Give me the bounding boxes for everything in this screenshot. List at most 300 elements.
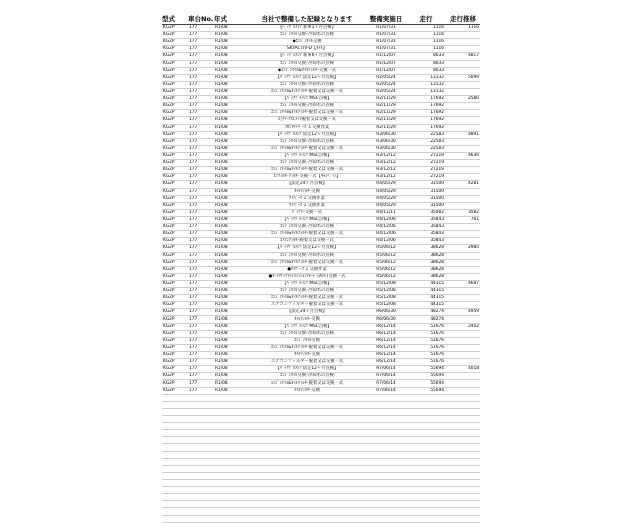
empty-cell	[162, 480, 188, 487]
cell-mileage: 51676	[406, 337, 446, 344]
cell-unit-no: 177	[188, 266, 214, 273]
cell-work-description: ﾜｲﾊﾟｰｺﾞﾑ 交換作業	[248, 195, 366, 202]
cell-mileage: 13132	[406, 74, 446, 81]
cell-mileage-trend: 4687	[446, 280, 480, 287]
empty-cell	[406, 401, 446, 408]
cell-service-date: R5/06/12	[366, 245, 406, 252]
cell-mileage-trend	[446, 238, 480, 245]
cell-mileage: 27219	[406, 174, 446, 181]
cell-model: KG2P	[162, 81, 188, 88]
cell-service-date: R2/11/29	[366, 117, 406, 124]
cell-model: KG2P	[162, 344, 188, 351]
cell-year: R1/08	[214, 323, 248, 330]
table-row	[162, 330, 480, 337]
table-row	[162, 25, 480, 32]
cell-service-date: R5/12/08	[366, 280, 406, 287]
cell-unit-no: 177	[188, 352, 214, 359]
cell-unit-no: 177	[188, 302, 214, 309]
cell-mileage: 31500	[406, 181, 446, 188]
cell-model: KG2P	[162, 39, 188, 46]
cell-year: R1/08	[214, 316, 248, 323]
cell-work-description: 【ﾊﾟｯｸﾃﾞﾙﾒﾝﾃ MSC点検】	[248, 323, 366, 330]
empty-cell	[214, 401, 248, 408]
empty-cell	[162, 401, 188, 408]
header-mileage-trend: 走行推移	[446, 13, 480, 25]
cell-service-date: R5/12/08	[366, 295, 406, 302]
cell-work-description: ｵｲﾙﾌｨﾙﾀｰ交換	[248, 387, 366, 394]
cell-year: R1/08	[214, 131, 248, 138]
cell-work-description: ﾜｲﾊﾟｰｺﾞﾑ 交換作業	[248, 202, 366, 209]
cell-model: KG2P	[162, 138, 188, 145]
table-row	[162, 160, 480, 167]
cell-mileage: 51676	[406, 323, 446, 330]
table-row	[162, 138, 480, 145]
table-row	[162, 131, 480, 138]
empty-cell	[188, 487, 214, 494]
table-row	[162, 202, 480, 209]
cell-unit-no: 177	[188, 366, 214, 373]
cell-mileage: 55694	[406, 387, 446, 394]
empty-cell	[446, 465, 480, 472]
cell-service-date: R3/12/12	[366, 174, 406, 181]
cell-year: R1/08	[214, 209, 248, 216]
table-row	[162, 231, 480, 238]
table-row	[162, 266, 480, 273]
cell-model: KG2P	[162, 124, 188, 131]
cell-unit-no: 177	[188, 202, 214, 209]
table-row	[162, 366, 480, 373]
cell-model: KG2P	[162, 316, 188, 323]
cell-mileage: 35843	[406, 231, 446, 238]
table-row	[162, 337, 480, 344]
cell-model: KG2P	[162, 366, 188, 373]
cell-year: R1/08	[214, 387, 248, 394]
empty-cell	[366, 494, 406, 501]
cell-work-description: ｴﾝｼﾞﾝｵｲﾙ&ｵｲﾙﾌｨﾙﾀｰ脱着又は交換一式	[248, 88, 366, 95]
empty-cell	[188, 508, 214, 515]
cell-model: KG2P	[162, 152, 188, 159]
table-row	[162, 373, 480, 380]
cell-mileage: 27219	[406, 160, 446, 167]
cell-service-date: R3/06/30	[366, 131, 406, 138]
cell-year: R1/08	[214, 174, 248, 181]
empty-cell	[248, 451, 366, 458]
cell-model: KG2P	[162, 110, 188, 117]
cell-year: R1/08	[214, 138, 248, 145]
cell-year: R1/08	[214, 352, 248, 359]
cell-year: R1/08	[214, 309, 248, 316]
cell-year: R1/08	[214, 366, 248, 373]
table-row	[162, 323, 480, 330]
cell-mileage-trend: 761	[446, 216, 480, 223]
empty-cell	[446, 401, 480, 408]
cell-unit-no: 177	[188, 96, 214, 103]
cell-mileage: 44315	[406, 280, 446, 287]
cell-unit-no: 177	[188, 316, 214, 323]
cell-unit-no: 177	[188, 110, 214, 117]
cell-work-description: 【ﾍﾞｯｸﾞﾙﾒﾝﾃ 新車1ヶ月点検】	[248, 25, 366, 32]
cell-work-description: 【ﾊﾟｯｸﾃﾞﾙﾒﾝﾃ 法定12ヶ月点検】	[248, 366, 366, 373]
empty-cell	[446, 451, 480, 458]
table-row	[162, 32, 480, 39]
cell-mileage-trend	[446, 188, 480, 195]
cell-work-description: ｴﾝｼﾞﾝｵｲﾙ交換･冷却水の点検	[248, 32, 366, 39]
empty-cell	[214, 508, 248, 515]
cell-year: R1/08	[214, 152, 248, 159]
cell-work-description: ●ｵｰﾄﾏﾁｯｸﾄﾗﾝｽﾐｯｼｮﾝﾌﾙｰﾄﾞ(ATF)交換一式	[248, 273, 366, 280]
cell-work-description: ｴﾝｼﾞﾝｵｲﾙ&ｵｲﾙﾌｨﾙﾀｰ脱着又は交換一式	[248, 380, 366, 387]
empty-row	[162, 444, 480, 451]
cell-service-date: R4/11/11	[366, 209, 406, 216]
cell-service-date: R2/11/29	[366, 124, 406, 131]
table-row	[162, 152, 480, 159]
table-row	[162, 74, 480, 81]
cell-mileage-trend: 3582	[446, 209, 480, 216]
cell-mileage-trend: 4959	[446, 309, 480, 316]
empty-cell	[248, 401, 366, 408]
cell-year: R1/08	[214, 252, 248, 259]
table-row	[162, 273, 480, 280]
empty-cell	[366, 394, 406, 401]
table-row	[162, 387, 480, 394]
cell-year: R1/08	[214, 32, 248, 39]
empty-cell	[162, 394, 188, 401]
empty-cell	[162, 430, 188, 437]
empty-cell	[446, 437, 480, 444]
cell-mileage-trend	[446, 103, 480, 110]
cell-year: R1/08	[214, 280, 248, 287]
cell-model: KG2P	[162, 309, 188, 316]
empty-cell	[162, 515, 188, 522]
cell-mileage: 55694	[406, 380, 446, 387]
cell-year: R1/08	[214, 145, 248, 152]
cell-year: R1/08	[214, 330, 248, 337]
cell-unit-no: 177	[188, 231, 214, 238]
cell-work-description: 【ﾊﾟｯｸﾃﾞﾙﾒﾝﾃ MSC点検】	[248, 216, 366, 223]
cell-model: KG2P	[162, 67, 188, 74]
cell-mileage: 1116	[406, 46, 446, 53]
cell-work-description: ｴﾝｼﾞﾝｵｲﾙ&ｵｲﾙﾌｨﾙﾀｰ脱着又は交換一式	[248, 295, 366, 302]
cell-service-date: R2/11/29	[366, 110, 406, 117]
cell-mileage: 48274	[406, 316, 446, 323]
empty-cell	[188, 465, 214, 472]
cell-service-date: R6/12/14	[366, 344, 406, 351]
cell-mileage-trend	[446, 259, 480, 266]
table-row	[162, 280, 480, 287]
cell-mileage-trend	[446, 39, 480, 46]
cell-work-description: 【ﾊﾟｯｸﾃﾞﾙﾒﾝﾃ 法定12ヶ月点検】	[248, 74, 366, 81]
table-row	[162, 53, 480, 60]
cell-model: KG2P	[162, 288, 188, 295]
cell-mileage-trend	[446, 337, 480, 344]
cell-service-date: R4/12/06	[366, 238, 406, 245]
cell-work-description: ｴﾝｼﾞﾝｵｲﾙ&ｵｲﾙﾌｨﾙﾀｰ脱着又は交換一式	[248, 231, 366, 238]
cell-service-date: R4/05/29	[366, 188, 406, 195]
cell-work-description: 【ﾊﾟｯｸﾃﾞﾙﾒﾝﾃ MSC点検】	[248, 152, 366, 159]
cell-model: KG2P	[162, 245, 188, 252]
empty-cell	[406, 480, 446, 487]
empty-cell	[214, 451, 248, 458]
empty-row	[162, 437, 480, 444]
cell-mileage: 44315	[406, 288, 446, 295]
cell-work-description: 【法定24ヶ月点検】	[248, 309, 366, 316]
empty-cell	[406, 408, 446, 415]
cell-service-date: R3/12/12	[366, 152, 406, 159]
empty-cell	[248, 458, 366, 465]
cell-work-description: ｴﾝｼﾞﾝｵｲﾙ&ｵｲﾙﾌｨﾙﾀｰ脱着又は交換一式	[248, 110, 366, 117]
cell-year: R1/08	[214, 103, 248, 110]
cell-mileage: 8033	[406, 53, 446, 60]
table-row	[162, 103, 480, 110]
cell-mileage: 31500	[406, 195, 446, 202]
empty-cell	[248, 416, 366, 423]
cell-mileage: 51676	[406, 330, 446, 337]
empty-cell	[214, 487, 248, 494]
cell-year: R1/08	[214, 380, 248, 387]
empty-cell	[188, 515, 214, 522]
cell-work-description: 【ﾍﾞｯｸﾞﾙﾒﾝﾃ 新車6ヶ月点検】	[248, 53, 366, 60]
empty-cell	[366, 480, 406, 487]
cell-work-description: ◆ｴﾝｼﾞﾝｵｲﾙ&ｵｲﾙﾌｨﾙﾀｰ交換一式	[248, 67, 366, 74]
empty-cell	[162, 437, 188, 444]
cell-unit-no: 177	[188, 380, 214, 387]
cell-mileage: 35082	[406, 209, 446, 216]
cell-year: R1/08	[214, 216, 248, 223]
cell-service-date: R5/06/12	[366, 252, 406, 259]
cell-model: KG2P	[162, 174, 188, 181]
table-row	[162, 216, 480, 223]
cell-service-date: R6/06/30	[366, 316, 406, 323]
cell-unit-no: 177	[188, 174, 214, 181]
cell-mileage-trend: 1116	[446, 25, 480, 32]
empty-cell	[366, 423, 406, 430]
cell-work-description: ●ﾜｲﾊﾟｰｺﾞﾑ 交換作業	[248, 266, 366, 273]
cell-service-date: R1/07/31	[366, 46, 406, 53]
table-row	[162, 252, 480, 259]
cell-year: R1/08	[214, 124, 248, 131]
empty-cell	[446, 430, 480, 437]
table-row	[162, 124, 480, 131]
cell-service-date: R7/06/14	[366, 387, 406, 394]
cell-year: R1/08	[214, 181, 248, 188]
cell-model: KG2P	[162, 209, 188, 216]
empty-cell	[366, 508, 406, 515]
empty-cell	[446, 444, 480, 451]
cell-mileage: 8033	[406, 67, 446, 74]
cell-service-date: R4/05/29	[366, 202, 406, 209]
table-row	[162, 60, 480, 67]
cell-work-description: ｵｲﾙﾌｨﾙﾀｰ交換	[248, 188, 366, 195]
cell-year: R1/08	[214, 46, 248, 53]
cell-service-date: R4/12/06	[366, 224, 406, 231]
empty-cell	[406, 501, 446, 508]
cell-year: R1/08	[214, 60, 248, 67]
empty-cell	[406, 451, 446, 458]
cell-unit-no: 177	[188, 25, 214, 32]
empty-cell	[406, 508, 446, 515]
cell-year: R1/08	[214, 96, 248, 103]
cell-unit-no: 177	[188, 103, 214, 110]
cell-mileage: 38628	[406, 252, 446, 259]
table-row	[162, 316, 480, 323]
cell-service-date: R3/12/12	[366, 160, 406, 167]
cell-unit-no: 177	[188, 309, 214, 316]
empty-row	[162, 465, 480, 472]
empty-cell	[188, 401, 214, 408]
cell-model: KG2P	[162, 53, 188, 60]
cell-service-date: R2/11/29	[366, 96, 406, 103]
cell-model: KG2P	[162, 167, 188, 174]
empty-cell	[214, 416, 248, 423]
cell-mileage-trend	[446, 380, 480, 387]
cell-model: KG2P	[162, 117, 188, 124]
empty-row	[162, 458, 480, 465]
cell-mileage-trend	[446, 60, 480, 67]
cell-mileage-trend	[446, 145, 480, 152]
empty-cell	[406, 444, 446, 451]
empty-cell	[446, 480, 480, 487]
cell-mileage-trend: 2402	[446, 323, 480, 330]
empty-row	[162, 451, 480, 458]
empty-cell	[214, 472, 248, 479]
cell-unit-no: 177	[188, 124, 214, 131]
table-row	[162, 359, 480, 366]
cell-model: KG2P	[162, 181, 188, 188]
cell-mileage-trend: 2580	[446, 96, 480, 103]
table-row	[162, 46, 480, 53]
empty-cell	[366, 465, 406, 472]
empty-cell	[248, 465, 366, 472]
empty-cell	[188, 480, 214, 487]
cell-model: KG2P	[162, 323, 188, 330]
empty-cell	[188, 430, 214, 437]
cell-unit-no: 177	[188, 337, 214, 344]
empty-row	[162, 401, 480, 408]
cell-work-description: 【ﾊﾟｯｸﾃﾞﾙﾒﾝﾃ MSC点検】	[248, 96, 366, 103]
table-body	[162, 25, 480, 523]
cell-unit-no: 177	[188, 330, 214, 337]
cell-unit-no: 177	[188, 280, 214, 287]
cell-mileage: 27219	[406, 167, 446, 174]
cell-work-description: ｴﾝｼﾞﾝｵｲﾙ交換･冷却水の点検	[248, 138, 366, 145]
cell-unit-no: 177	[188, 344, 214, 351]
cell-model: KG2P	[162, 224, 188, 231]
empty-cell	[162, 472, 188, 479]
empty-cell	[406, 458, 446, 465]
table-row	[162, 295, 480, 302]
cell-mileage: 1116	[406, 32, 446, 39]
empty-cell	[406, 416, 446, 423]
cell-mileage-trend	[446, 224, 480, 231]
cell-work-description: ｴﾝｼﾞﾝｵｲﾙ交換	[248, 337, 366, 344]
cell-year: R1/08	[214, 160, 248, 167]
empty-cell	[248, 480, 366, 487]
cell-mileage-trend	[446, 231, 480, 238]
cell-mileage: 22583	[406, 138, 446, 145]
cell-model: KG2P	[162, 373, 188, 380]
table-row	[162, 288, 480, 295]
cell-mileage: 13132	[406, 81, 446, 88]
empty-cell	[248, 408, 366, 415]
cell-unit-no: 177	[188, 138, 214, 145]
empty-cell	[188, 408, 214, 415]
cell-service-date: R1/12/07	[366, 60, 406, 67]
cell-work-description: 【ﾊﾟｯｸﾃﾞﾙﾒﾝﾃ 法定12ヶ月点検】	[248, 131, 366, 138]
cell-unit-no: 177	[188, 245, 214, 252]
cell-year: R1/08	[214, 238, 248, 245]
cell-mileage-trend	[446, 138, 480, 145]
cell-mileage-trend	[446, 81, 480, 88]
cell-year: R1/08	[214, 266, 248, 273]
table-row	[162, 39, 480, 46]
empty-row	[162, 480, 480, 487]
maintenance-record-sheet	[162, 13, 480, 523]
empty-cell	[446, 458, 480, 465]
cell-mileage: 31500	[406, 202, 446, 209]
cell-mileage-trend	[446, 117, 480, 124]
empty-cell	[406, 394, 446, 401]
cell-model: KG2P	[162, 266, 188, 273]
cell-work-description: ｴﾝｼﾞﾝｵｲﾙ&ｵｲﾙﾌｨﾙﾀｰ脱着又は交換一式	[248, 344, 366, 351]
empty-cell	[188, 437, 214, 444]
cell-mileage-trend	[446, 330, 480, 337]
empty-cell	[446, 508, 480, 515]
cell-work-description: ｴﾝｼﾞﾝｵｲﾙ交換･冷却水の点検	[248, 81, 366, 88]
empty-row	[162, 394, 480, 401]
cell-unit-no: 177	[188, 60, 214, 67]
cell-work-description: 【ﾊﾟｯｸﾃﾞﾙﾒﾝﾃ 法定12ヶ月点検】	[248, 245, 366, 252]
cell-mileage-trend	[446, 195, 480, 202]
cell-mileage-trend	[446, 288, 480, 295]
cell-mileage: 22583	[406, 131, 446, 138]
empty-cell	[214, 458, 248, 465]
cell-model: KG2P	[162, 302, 188, 309]
cell-mileage-trend: 4281	[446, 181, 480, 188]
empty-cell	[214, 437, 248, 444]
cell-mileage: 51676	[406, 352, 446, 359]
cell-mileage-trend	[446, 67, 480, 74]
cell-service-date: R3/12/12	[366, 167, 406, 174]
table-row	[162, 110, 480, 117]
table-row	[162, 224, 480, 231]
empty-cell	[214, 515, 248, 522]
cell-unit-no: 177	[188, 238, 214, 245]
cell-work-description: ｵｲﾙﾌｨﾙﾀｰ交換	[248, 316, 366, 323]
cell-unit-no: 177	[188, 131, 214, 138]
cell-year: R1/08	[214, 224, 248, 231]
cell-mileage-trend	[446, 344, 480, 351]
table-row	[162, 181, 480, 188]
cell-mileage: 8033	[406, 60, 446, 67]
table-row	[162, 96, 480, 103]
empty-cell	[162, 508, 188, 515]
cell-unit-no: 177	[188, 67, 214, 74]
empty-cell	[366, 401, 406, 408]
cell-work-description: ｴﾝｼﾞﾝｵｲﾙ&ｵｲﾙﾌｨﾙﾀｰ脱着又は交換一式	[248, 145, 366, 152]
cell-mileage-trend	[446, 387, 480, 394]
empty-cell	[446, 416, 480, 423]
header-row	[162, 13, 480, 25]
cell-work-description: ｴﾝｼﾞﾝｵｲﾙ交換･冷却水の点検	[248, 224, 366, 231]
cell-unit-no: 177	[188, 152, 214, 159]
cell-model: KG2P	[162, 202, 188, 209]
cell-model: KG2P	[162, 259, 188, 266]
cell-unit-no: 177	[188, 195, 214, 202]
empty-cell	[406, 515, 446, 522]
cell-unit-no: 177	[188, 295, 214, 302]
cell-year: R1/08	[214, 202, 248, 209]
empty-cell	[214, 430, 248, 437]
